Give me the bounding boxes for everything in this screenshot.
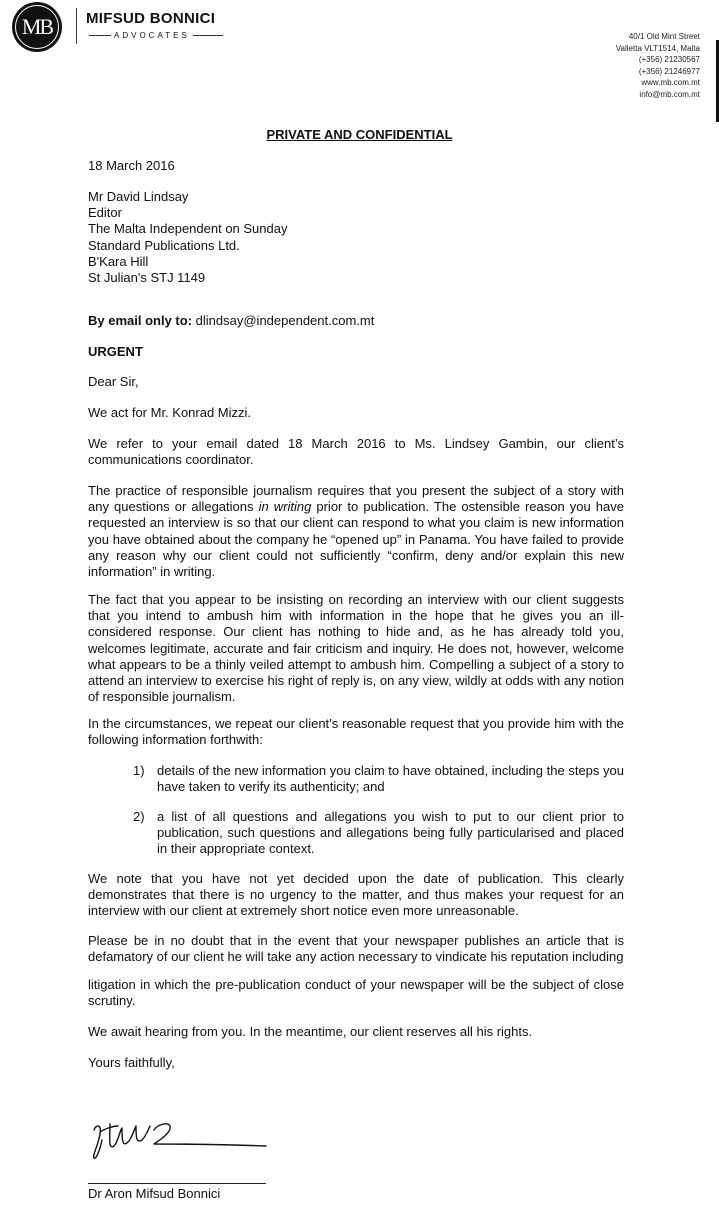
address-line: 40/1 Old Mint Street (628, 32, 700, 41)
email-label: By email only to: (88, 313, 193, 328)
paragraph-7: Please be in no doubt that in the event that your newspaper publishes an article that is defamatory of our client he will take any action necessary to vindicate his reputation including (88, 933, 624, 965)
address-line: Valletta VLT1514, Malta (615, 43, 700, 53)
recipient-block (88, 189, 624, 286)
paragraph-4: The fact that you appear to be insisting on recording an interview with our client suggests that you intend to ambush him with information in the hope that he gives you an ill-considered response. Our client has nothing to hide and, as he has already told you, welcomes legitimate, accurate and fair criticism and inquiry. He does not, however, welcome what appears to be a thinly veiled attempt to ambush him. Compelling a subject of a story to attend an interview to exercise his right of reply is, on any view, wildly at odds with any notion of responsible journalism. (88, 592, 624, 705)
recipient-line: Standard Publications Ltd. (88, 237, 240, 253)
paragraph-1: We act for Mr. Konrad Mizzi. (88, 405, 252, 420)
paragraph-2: We refer to your email dated 18 March 2016 to Ms. Lindsey Gambin, our client’s communications coordinator. (88, 436, 624, 468)
firm-subtitle: ADVOCATES (86, 31, 226, 40)
paragraph-5: In the circumstances, we repeat our client’s reasonable request that you provide him with the following information forthwith: (88, 716, 624, 748)
urgent-label: URGENT (88, 344, 143, 359)
signature-image (88, 1110, 278, 1170)
recipient-line: St Julian's STJ 1149 (88, 270, 206, 286)
email-line: info@mb.com.mt (639, 89, 700, 99)
paragraph-3: The practice of responsible journalism requires that you present the subject of a story with any questions or allegations in writing prior to publication. The ostensible reason you have requested an interview is so that our client can respond to what you claim is new information you have obtained about the company he “opened up” in Panama. You have failed to provide any reason why our client could not sufficiently “confirm, deny and/or explain this new information” in writing. (88, 483, 624, 580)
paragraph-6: We note that you have not yet decided upon the date of publication. This clearly demonstrates that there is no urgency to the matter, and thus makes your request for an interview with our client at extremely short notice even more unreasonable. (88, 871, 624, 919)
page-title: PRIVATE AND CONFIDENTIAL (266, 127, 453, 142)
email-address: dlindsay@independent.com.mt (195, 313, 375, 328)
phone-line: (+356) 21230567 (638, 55, 700, 65)
letter-date: 18 March 2016 (88, 158, 175, 173)
recipient-line: Editor (88, 205, 122, 221)
recipient-line: The Malta Independent on Sunday (88, 221, 288, 237)
recipient-line: Mr David Lindsay (88, 189, 189, 204)
paragraph-9: We await hearing from you. In the meantime, our client reserves all his rights. (88, 1024, 533, 1039)
signatory-name: Dr Aron Mifsud Bonnici (88, 1186, 221, 1201)
website-line: www.mb.com.mt (641, 78, 700, 88)
list-item: details of the new information you claim to have obtained, including the steps you have taken to verify its authenticity; and (157, 763, 624, 795)
recipient-line: B'Kara Hill (88, 253, 149, 269)
list-item: a list of all questions and allegations you wish to put to our client prior to publication, such questions and allegations being fully particularised and placed in their appropriate context. (157, 809, 624, 857)
closing: Yours faithfully, (88, 1055, 175, 1070)
phone-line: (+356) 21246977 (638, 66, 700, 76)
list-number: 1) (133, 763, 145, 778)
firm-address (616, 31, 700, 101)
letterhead-logo (12, 2, 232, 54)
salutation: Dear Sir, (88, 374, 139, 389)
logo-divider (76, 8, 77, 44)
signature-line (88, 1183, 266, 1184)
firm-monogram: MB (12, 2, 62, 52)
paragraph-8: litigation in which the pre-publication conduct of your newspaper will be the subject of close scrutiny. (88, 977, 624, 1009)
firm-name: MIFSUD BONNICI (86, 10, 216, 27)
email-delivery-line (88, 313, 624, 329)
list-number: 2) (133, 809, 145, 824)
